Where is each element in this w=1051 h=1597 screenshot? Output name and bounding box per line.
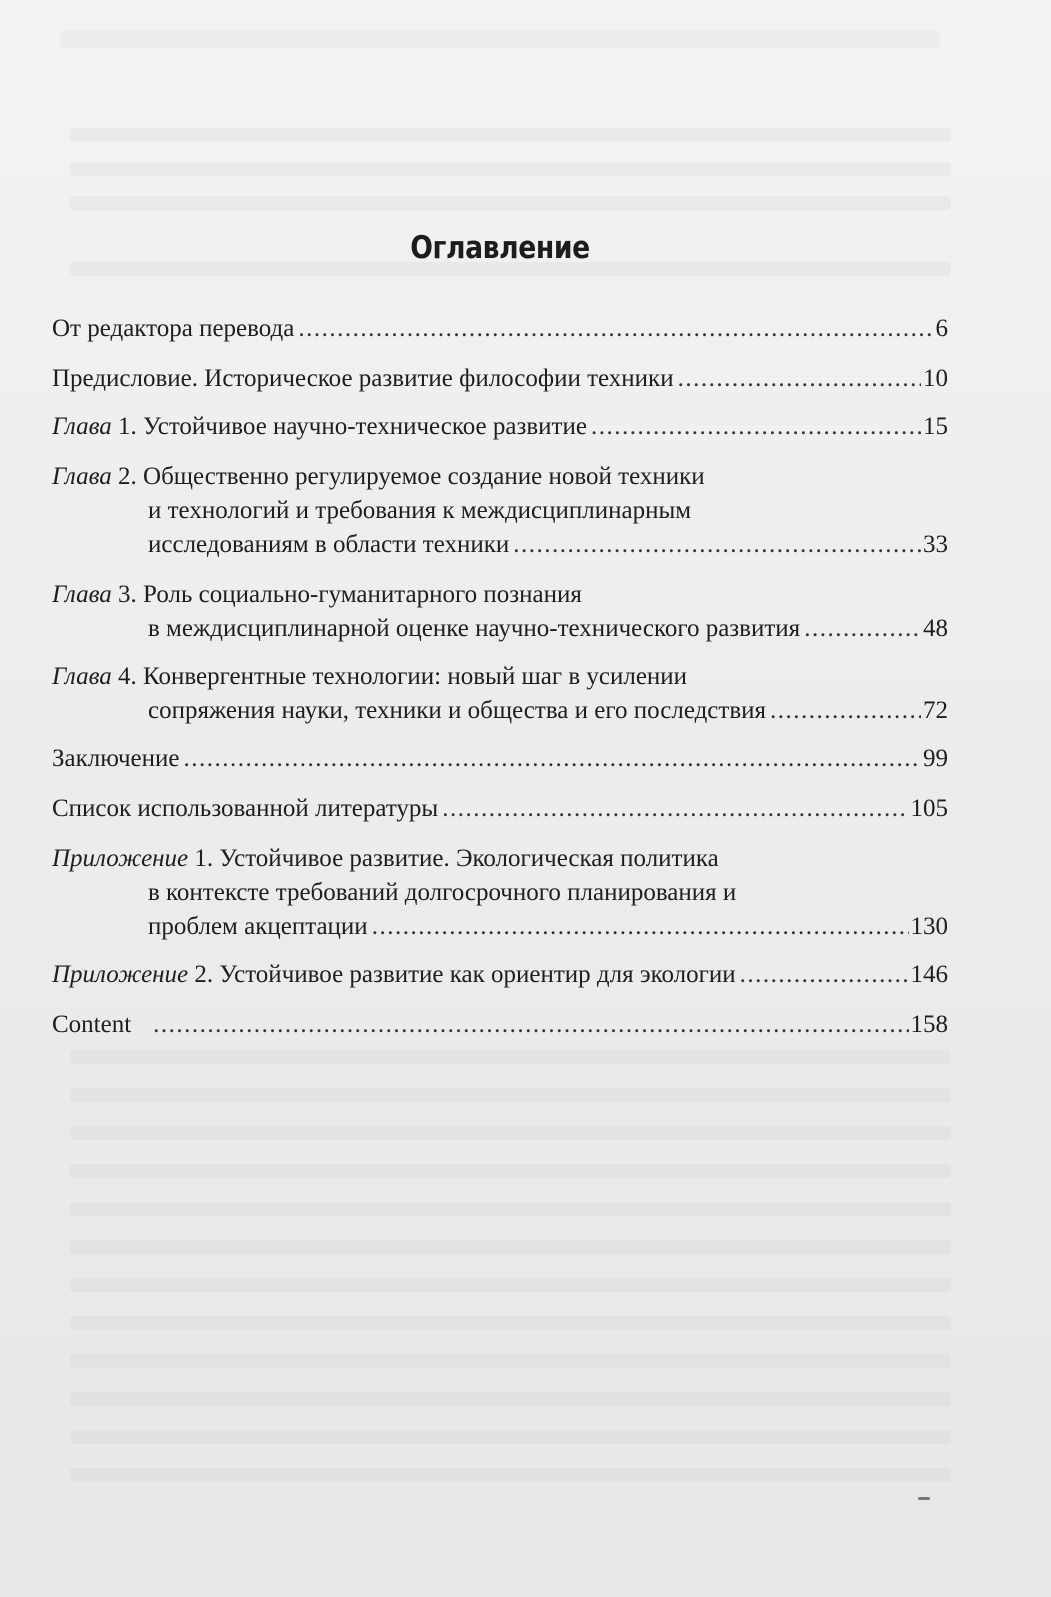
toc-entry-label: Глава [52, 581, 112, 608]
toc-entry-appendix-2[interactable] [52, 958, 948, 992]
toc-entry-references[interactable] [52, 792, 948, 826]
toc-page-number: 72 [923, 697, 948, 724]
toc-entry-title: Устойчивое научно-техническое развитие [143, 413, 587, 440]
page-corner-mark [918, 1497, 930, 1500]
toc-entry-title-line-2: в контексте требований долгосрочного планирования и [148, 879, 737, 906]
toc-entry-number: 4. [111, 663, 144, 690]
toc-entry-title-line-1: Устойчивое развитие. Экологическая политика [219, 845, 719, 872]
toc-entry-content[interactable] [52, 1008, 948, 1042]
toc-entry-chapter-1[interactable] [52, 410, 948, 444]
toc-entry-number: 1. [111, 413, 144, 440]
toc-entry-chapter-2[interactable] [52, 460, 948, 494]
toc-page-number: 6 [935, 315, 948, 342]
toc-entry-title-line-1: Конвергентные технологии: новый шаг в усилении [143, 663, 688, 690]
toc-entry-title-line-2: и технологий и требования к междисциплинарным [148, 497, 692, 524]
toc-page-number: 146 [910, 961, 948, 988]
leader-dots [513, 528, 921, 562]
toc-entry-title: От редактора перевода [52, 315, 295, 342]
toc-entry-chapter-2-line-3[interactable] [148, 528, 948, 562]
toc-entry-title-line-3: проблем акцептации [148, 913, 368, 940]
leader-dots [678, 362, 921, 396]
toc-entry-number: 1. [188, 845, 220, 872]
toc-entry-title-line-3: исследованиям в области техники [148, 531, 510, 558]
toc-page-number: 15 [923, 413, 948, 440]
toc-entry-title-line-2: сопряжения науки, техники и общества и его последствия [148, 697, 767, 724]
leader-dots [442, 792, 908, 826]
top-edge-shadow [60, 30, 940, 48]
toc-entry-number: 2. [188, 961, 220, 988]
leader-dots [804, 612, 921, 646]
toc-entry-chapter-2-line-2 [148, 494, 948, 528]
leader-dots [372, 910, 909, 944]
leader-dots [153, 1008, 908, 1042]
leader-dots [770, 694, 921, 728]
toc-entry-number: 3. [111, 581, 144, 608]
toc-entry-title-line-2: в междисциплинарной оценке научно-технического развития [148, 615, 801, 642]
toc-entry-chapter-3-line-2[interactable] [148, 612, 948, 646]
toc-entry-title-line-1: Роль социально-гуманитарного познания [143, 581, 582, 608]
leader-dots [298, 312, 933, 346]
toc-page-number: 130 [910, 913, 948, 940]
toc-entry-title: Устойчивое развитие как ориентир для экологии [219, 961, 736, 988]
toc-entry-appendix-1-line-2 [148, 876, 948, 910]
toc-page-number: 99 [923, 745, 948, 772]
toc-entry-title: Список использованной литературы [52, 795, 439, 822]
toc-page-number: 33 [923, 531, 948, 558]
toc-entry-number: 2. [111, 463, 144, 490]
leader-dots [740, 958, 909, 992]
toc-page-number: 105 [910, 795, 948, 822]
toc-entry-label: Глава [52, 663, 112, 690]
toc-entry-label: Глава [52, 413, 112, 440]
toc-entry-title-line-1: Общественно регулируемое создание новой техники [143, 463, 705, 490]
toc-entry-appendix-1-line-3[interactable] [148, 910, 948, 944]
toc-entry-chapter-4[interactable] [52, 660, 948, 694]
toc-entry-preface[interactable] [52, 362, 948, 396]
page-title: Оглавление [410, 230, 590, 266]
toc-entry-appendix-1[interactable] [52, 842, 948, 876]
toc-entry-title: Предисловие. Историческое развитие философии техники [52, 365, 674, 392]
toc-page-number: 158 [910, 1011, 948, 1038]
toc-entry-label: Приложение [52, 845, 189, 872]
toc-entry-label: Приложение [52, 961, 189, 988]
toc-entry-chapter-4-line-2[interactable] [148, 694, 948, 728]
toc-page-number: 10 [923, 365, 948, 392]
toc-entry-label: Глава [52, 463, 112, 490]
toc-entry-conclusion[interactable] [52, 742, 948, 776]
leader-dots [591, 410, 921, 444]
toc-entry-title: Заключение [52, 745, 180, 772]
toc-entry-chapter-3[interactable] [52, 578, 948, 612]
toc-entry-editor[interactable] [52, 312, 948, 346]
toc-entry-title: Content [52, 1011, 132, 1038]
toc-page-number: 48 [923, 615, 948, 642]
leader-dots [184, 742, 922, 776]
